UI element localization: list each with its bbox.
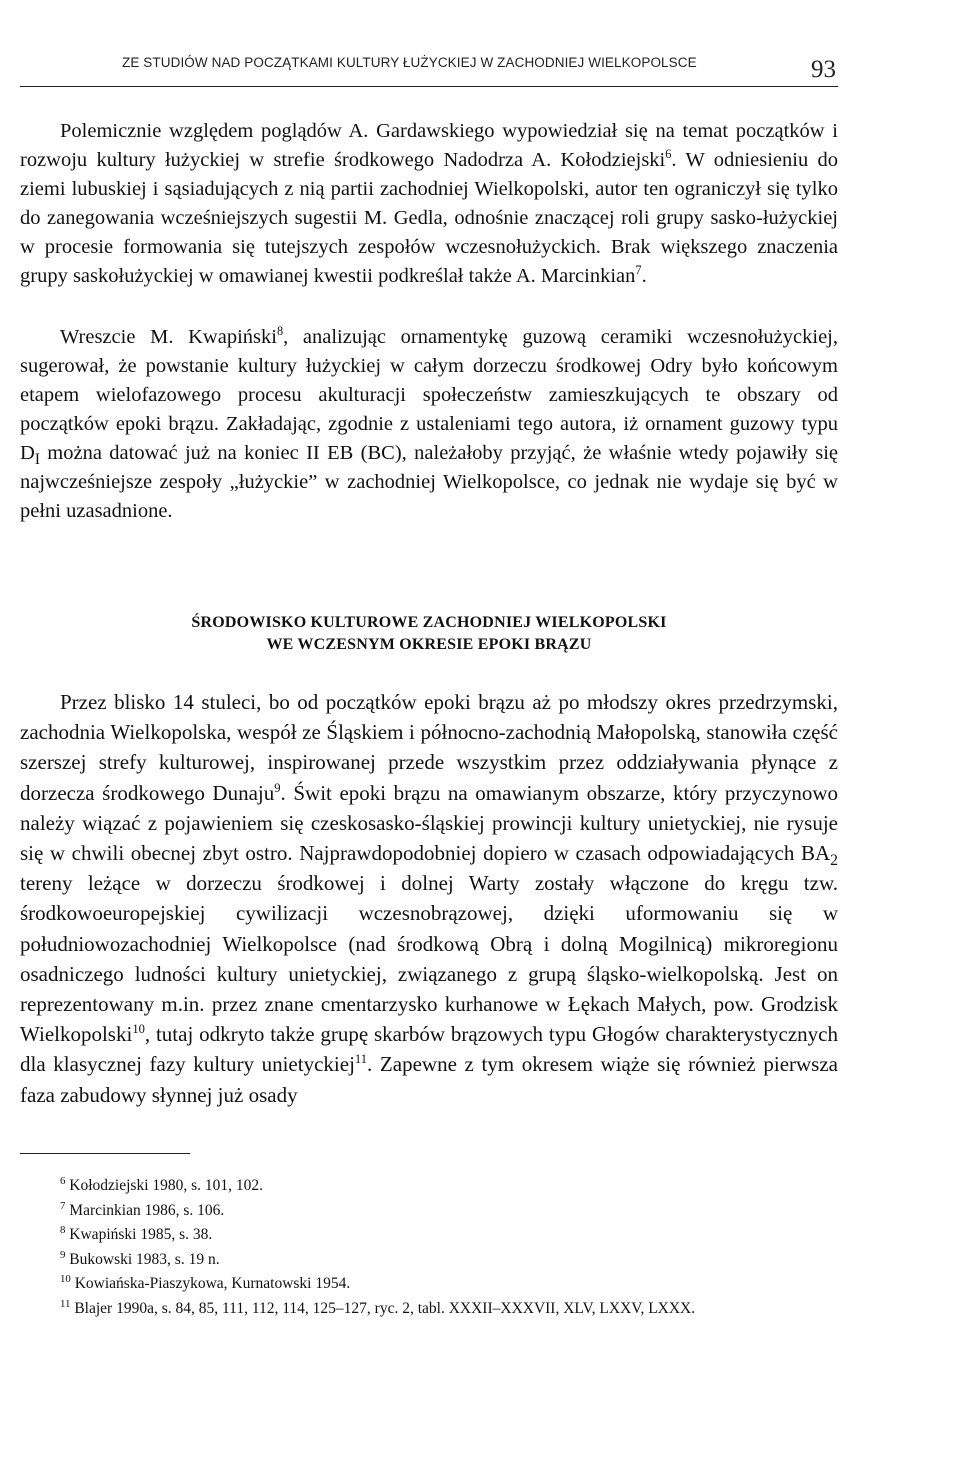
footnote-text: Bukowski 1983, s. 19 n.	[69, 1250, 220, 1268]
subscript: I	[34, 451, 40, 469]
subscript: 2	[830, 852, 838, 870]
paragraph-text: , analizując ornamentykę guzową ceramiki wczesnołużyckiej, sugerował, że powstanie kultury łużyckiej w całym dorzeczu środkowej Odry było końcowym etapem wielofazowego procesu akulturacji społeczeństw zamieszkujących te obszary od początków epoki brązu. Zakładając, zgodnie z ustaleniami tego autora, iż ornament guzowy typu D	[20, 326, 838, 464]
footnote-number: 10	[60, 1272, 71, 1285]
footnote-ref[interactable]: 7	[635, 263, 642, 278]
running-title: ZE STUDIÓW NAD POCZĄTKAMI KULTURY ŁUŻYCKIEJ W ZACHODNIEJ WIELKOPOLSCE	[122, 55, 697, 70]
footnotes	[20, 1174, 838, 1321]
paragraph-2	[20, 323, 838, 526]
section-heading-line-2: WE WCZESNYM OKRESIE EPOKI BRĄZU	[266, 636, 592, 653]
footnote	[20, 1199, 838, 1224]
footnote-text: Kwapiński 1985, s. 38.	[69, 1226, 213, 1243]
footnote-ref[interactable]: 10	[132, 1022, 145, 1037]
paragraph-text: Wreszcie M. Kwapiński	[60, 326, 277, 348]
paragraph-text: Polemicznie względem poglądów A. Gardawskiego wypowiedział się na temat początków i rozwoju kultury łużyckiej w strefie środkowego Nadodrza A. Kołodziejski	[20, 120, 838, 171]
section-heading-line-1: ŚRODOWISKO KULTUROWE ZACHODNIEJ WIELKOPOLSKI	[191, 614, 667, 631]
paragraph-text: .	[641, 265, 647, 287]
footnote-ref[interactable]: 11	[354, 1052, 368, 1067]
footnote	[20, 1174, 838, 1199]
page-header	[20, 50, 838, 87]
footnote-number: 6	[60, 1174, 66, 1187]
footnote	[20, 1248, 838, 1273]
footnote-ref[interactable]: 8	[276, 324, 284, 339]
footnote	[20, 1297, 838, 1322]
footnote-text: Kowiańska-Piaszykowa, Kurnatowski 1954.	[74, 1275, 351, 1292]
footnote-ref[interactable]: 6	[665, 147, 672, 162]
footnote-number: 11	[60, 1297, 71, 1310]
footnote-text: Marcinkian 1986, s. 106.	[69, 1201, 225, 1219]
footnote-text: Kołodziejski 1980, s. 101, 102.	[69, 1177, 264, 1194]
page-number: 93	[811, 56, 836, 83]
footnote	[20, 1272, 838, 1297]
paragraph-1	[20, 117, 838, 291]
footnote-number: 8	[60, 1223, 66, 1236]
footnote-separator	[20, 1153, 190, 1154]
footnote	[20, 1223, 838, 1248]
footnote-number: 9	[60, 1248, 66, 1261]
footnote-text: Blajer 1990a, s. 84, 85, 111, 112, 114, 125–127, ryc. 2, tabl. XXXII–XXXVII, XLV, LXXV, LXXX.	[74, 1299, 696, 1317]
paragraph-text: tereny leżące w dorzeczu środkowej i dolnej Warty zostały włączone do kręgu tzw. środkowoeuropejskiej cywilizacji wczesnobrązowej, dzięki uformowaniu się w południowozachodniej Wielkopolsce (nad środkową Obrą i dolną Mogilnicą) mikroregionu osadniczego ludności kultury unietyckiej, związanego z grupą śląsko-wielkopolską. Jest on reprezentowany m.in. przez znane cmentarzysko kurhanowe w Łękach Małych, pow. Grodzisk Wielkopolski	[20, 871, 838, 1047]
paragraph-text: można datować już na koniec II EB (BC), należałoby przyjąć, że właśnie wtedy pojawiły się najwcześniejsze zespoły „łużyckie” w zachodniej Wielkopolsce, co jednak nie wydaje się być w pełni uzasadnione.	[20, 442, 838, 522]
paragraph-text: Przez blisko 14 stuleci, bo od początków epoki brązu aż po młodszy okres przedrzymski, zachodnia Wielkopolska, wespół ze Śląskiem i północno-zachodnią Małopolską, stanowiła część szerszej strefy kulturowej, inspirowanej przede wszystkim przez oddziaływania płynące z dorzecza środkowego Dunaju	[20, 690, 838, 805]
paragraph-text: . W odniesieniu do ziemi lubuskiej i sąsiadujących z nią partii zachodniej Wielkopolski, autor ten ograniczył się tylko do zanegowania wcześniejszych sugestii M. Gedla, odnośnie znaczącej roli grupy sasko-łużyckiej w procesie formowania się tutejszych zespołów wczesnołużyckich. Brak większego znaczenia grupy saskołużyckiej w omawianej kwestii podkreślał także A. Marcinkian	[20, 149, 838, 287]
paragraph-3	[20, 687, 838, 1110]
footnote-number: 7	[60, 1199, 66, 1212]
paragraph-text: . Zapewne z tym okresem wiąże się również pierwsza faza zabudowy słynnej już osady	[20, 1052, 838, 1107]
paragraph-text: . Świt epoki brązu na omawianym obszarze, który przyczynowo należy wiązać z pojawieniem się czeskosasko-śląskiej prowincji kultury unietyckiej, nie rysuje się w chwili obecnej zbyt ostro. Najprawdopodobniej dopiero w czasach odpowiadających BA	[20, 780, 838, 866]
footnote-ref[interactable]: 9	[274, 780, 281, 795]
paragraph-text: , tutaj odkryto także grupę skarbów brązowych typu Głogów charakterystycznych dla klasycznej fazy kultury unietyckiej	[20, 1022, 838, 1077]
